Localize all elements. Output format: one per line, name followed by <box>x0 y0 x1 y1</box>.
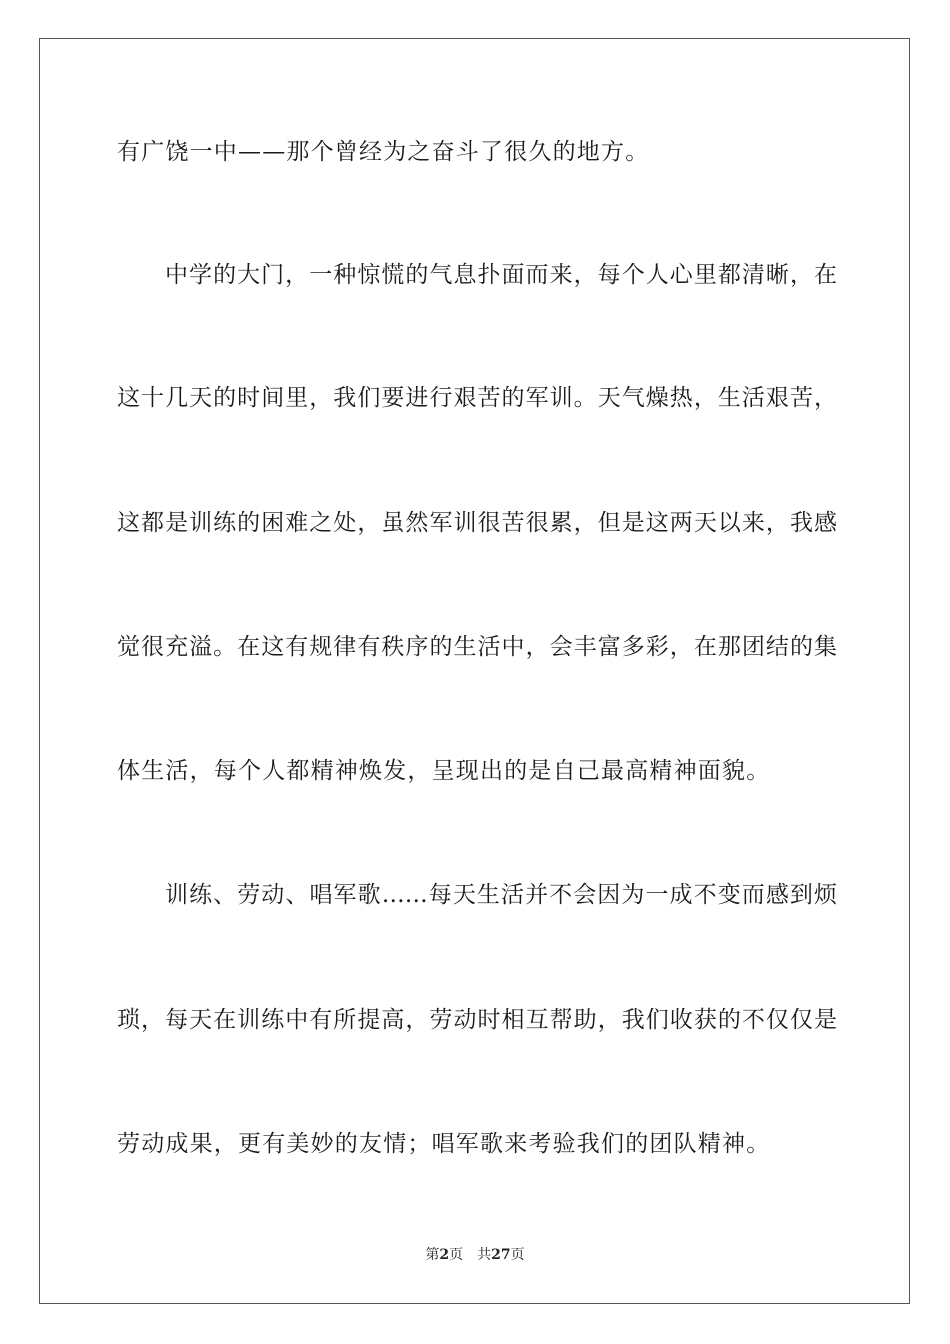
page-border <box>39 38 910 1304</box>
paragraph-3-line-3: 劳动成果，更有美妙的友情；唱军歌来考验我们的团队精神。 <box>117 1131 771 1157</box>
paragraph-2-line-5: 体生活，每个人都精神焕发，呈现出的是自己最高精神面貌。 <box>117 758 771 784</box>
paragraph-2-line-4: 觉很充溢。在这有规律有秩序的生活中，会丰富多彩，在那团结的集 <box>117 634 837 660</box>
text-line-1: 有广饶一中——那个曾经为之奋斗了很久的地方。 <box>117 139 650 165</box>
paragraph-3-line-1: 训练、劳动、唱军歌……每天生活并不会因为一成不变而感到烦 <box>165 882 837 908</box>
total-pages-number: 27 <box>491 1247 511 1263</box>
page-footer <box>0 1246 950 1264</box>
paragraph-2-line-1: 中学的大门，一种惊慌的气息扑面而来，每个人心里都清晰，在 <box>165 262 837 288</box>
page-label-prefix: 第 <box>425 1247 440 1263</box>
paragraph-2-line-2: 这十几天的时间里，我们要进行艰苦的军训。天气燥热，生活艰苦， <box>117 385 837 411</box>
total-label-prefix: 共 <box>477 1247 492 1263</box>
current-page-number: 2 <box>439 1247 450 1263</box>
paragraph-3-line-2: 琐，每天在训练中有所提高，劳动时相互帮助，我们收获的不仅仅是 <box>117 1007 837 1033</box>
total-label-suffix: 页 <box>510 1247 525 1263</box>
paragraph-2-line-3: 这都是训练的困难之处，虽然军训很苦很累，但是这两天以来，我感 <box>117 510 837 536</box>
page-label-suffix: 页 <box>449 1247 464 1263</box>
